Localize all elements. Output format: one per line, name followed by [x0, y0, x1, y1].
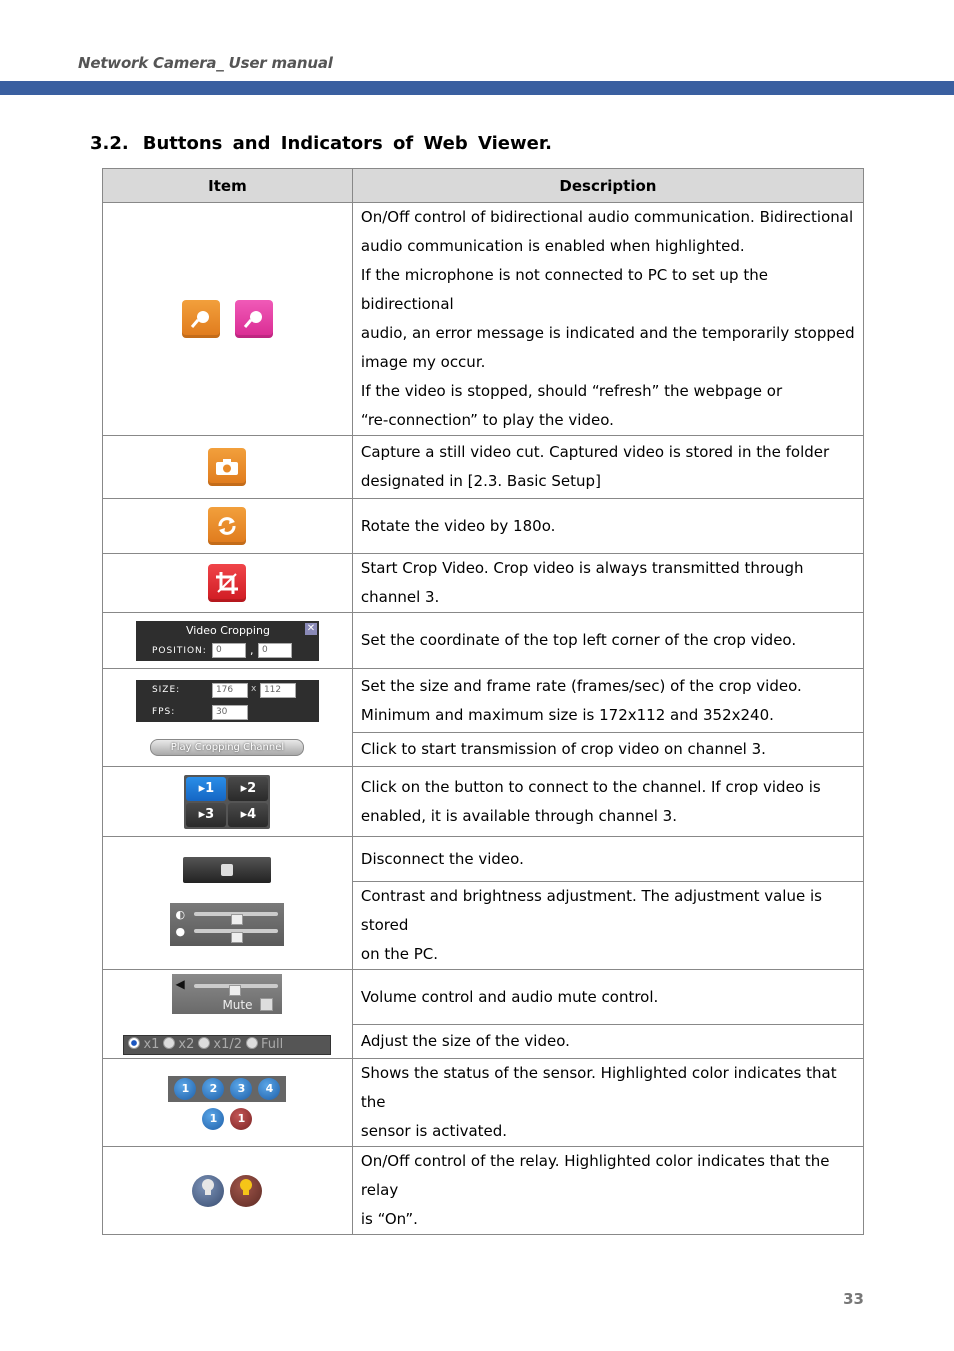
description-cell [352, 970, 863, 1025]
description-line: If the video is stopped, should “refresh” the webpage or [360, 382, 783, 400]
description-line: Minimum and maximum size is 172x112 and 352x240. [360, 705, 774, 724]
section-title [90, 133, 552, 154]
item-cell [103, 1147, 353, 1235]
contrast-brightness-panel [170, 903, 284, 946]
option-label: x2 [178, 1036, 195, 1052]
contrast-slider-knob[interactable] [231, 914, 243, 925]
item-cell [103, 613, 353, 669]
stop-button[interactable] [183, 857, 271, 883]
description-cell [352, 1059, 863, 1147]
item-cell [103, 970, 353, 1059]
description-line: on the PC. [360, 945, 439, 963]
item-cell [103, 837, 353, 970]
sensor-inactive-indicator: 1 [202, 1108, 224, 1130]
description-line: enabled, it is available through channel 3. [360, 806, 677, 825]
channel-button-1[interactable]: ▸1 [186, 777, 226, 801]
crop-height-input[interactable]: 112 [260, 683, 296, 698]
description-line: “re-connection” to play the video. [360, 411, 614, 429]
table-row [103, 767, 864, 837]
description-line: Start Crop Video. Crop video is always transmitted through channel 3. [360, 559, 804, 606]
description-line: audio, an error message is indicated and the temporarily stopped [360, 324, 855, 342]
brightness-slider-knob[interactable] [231, 932, 243, 943]
position-label: POSITION: [151, 645, 207, 656]
description-cell [352, 733, 863, 767]
volume-slider-knob[interactable] [229, 985, 241, 996]
mute-checkbox[interactable] [260, 998, 273, 1011]
description-line: Volume control and audio mute control. [360, 987, 659, 1006]
description-cell [352, 203, 863, 436]
description-line: On/Off control of the relay. Highlighted color indicates that the relay [360, 1152, 830, 1199]
fps-input[interactable]: 30 [212, 705, 248, 720]
column-header-description: Description [352, 169, 863, 203]
table-row [103, 1059, 864, 1147]
description-cell [352, 767, 863, 837]
bulb-off-icon[interactable] [192, 1175, 224, 1207]
video-cropping-panel [136, 621, 319, 661]
bulb-on-icon[interactable] [230, 1175, 262, 1207]
sensor-active-indicator: 1 [230, 1108, 252, 1130]
item-cell [103, 1059, 353, 1147]
item-cell [103, 203, 353, 436]
table-row [103, 436, 864, 499]
rotate-icon[interactable] [208, 507, 246, 545]
description-line: Shows the status of the sensor. Highlighted color indicates that the [360, 1064, 837, 1111]
description-cell [352, 669, 863, 733]
size-label: SIZE: [151, 684, 181, 695]
channel-button-2[interactable]: ▸2 [228, 777, 268, 801]
description-line: Disconnect the video. [360, 849, 524, 868]
item-cell [103, 669, 353, 767]
header-bar [0, 81, 954, 95]
page-number: 33 [843, 1290, 864, 1308]
position-y-input[interactable]: 0 [258, 643, 292, 658]
buttons-indicators-table [102, 168, 864, 1235]
video-cropping-title: Video Cropping [185, 623, 270, 637]
channel-buttons [184, 775, 270, 829]
section-number: 3.2. [90, 133, 129, 154]
crop-width-input[interactable]: 176 [212, 683, 248, 698]
description-line: Click to start transmission of crop video on channel 3. [360, 740, 766, 758]
table-row [103, 970, 864, 1025]
play-cropping-channel-button[interactable]: Play Cropping Channel [150, 739, 304, 756]
section-heading: Buttons and Indicators of Web Viewer. [142, 133, 552, 154]
description-line: Set the size and frame rate (frames/sec) of the crop video. [360, 676, 802, 695]
description-line: designated in [2.3. Basic Setup] [360, 472, 601, 490]
table-row [103, 669, 864, 733]
description-line: sensor is activated. [360, 1122, 508, 1140]
description-cell [352, 1147, 863, 1235]
contrast-icon: ◐ [175, 907, 186, 921]
description-cell [352, 882, 863, 970]
table-row [103, 837, 864, 882]
position-x-input[interactable]: 0 [212, 643, 246, 658]
description-cell [352, 499, 863, 554]
description-line: Contrast and brightness adjustment. The adjustment value is stored [360, 887, 822, 934]
option-label: Full [261, 1036, 284, 1052]
description-line: Click on the button to connect to the channel. If crop video is [360, 777, 821, 796]
video-size-options [123, 1035, 331, 1055]
item-cell [103, 554, 353, 613]
sensor-indicator-1: 1 [174, 1078, 196, 1100]
table-row [103, 1147, 864, 1235]
description-line: On/Off control of bidirectional audio communication. Bidirectional [360, 208, 854, 226]
radio-full[interactable] [246, 1037, 258, 1049]
description-line: image my occur. [360, 353, 486, 371]
description-line: If the microphone is not connected to PC to set up the bidirectional [360, 266, 768, 313]
table-row [103, 613, 864, 669]
mic-pink-icon[interactable] [235, 300, 273, 338]
description-line: is “On”. [360, 1210, 418, 1228]
item-cell [103, 436, 353, 499]
option-label: x1/2 [213, 1036, 242, 1052]
channel-button-3[interactable]: ▸3 [186, 803, 226, 827]
item-cell [103, 767, 353, 837]
table-header-row [103, 169, 864, 203]
description-line: Set the coordinate of the top left corner of the crop video. [360, 631, 797, 649]
item-cell [103, 499, 353, 554]
option-label: x1 [143, 1036, 160, 1052]
sensor-indicator-3: 3 [230, 1078, 252, 1100]
description-cell [352, 837, 863, 882]
description-line: Capture a still video cut. Captured video is stored in the folder [360, 443, 830, 461]
table-row [103, 203, 864, 436]
table-row [103, 554, 864, 613]
speaker-icon: ◀ [175, 976, 185, 991]
description-cell [352, 1025, 863, 1059]
close-icon[interactable]: ✕ [306, 622, 316, 634]
camera-icon[interactable] [208, 448, 246, 486]
mute-label: Mute [222, 997, 253, 1012]
radio-x1[interactable] [128, 1037, 140, 1049]
radio-x2[interactable] [163, 1037, 175, 1049]
position-separator: , [249, 643, 254, 657]
table-row [103, 499, 864, 554]
description-cell [352, 436, 863, 499]
description-cell [352, 613, 863, 669]
description-line: Adjust the size of the video. [360, 1032, 570, 1050]
fps-label: FPS: [151, 706, 176, 717]
channel-button-4[interactable]: ▸4 [228, 803, 268, 827]
description-line: audio communication is enabled when highlighted. [360, 237, 745, 255]
mic-orange-icon[interactable] [182, 300, 220, 338]
sensor-indicator-4: 4 [258, 1078, 280, 1100]
crop-size-panel [136, 680, 319, 722]
description-line: Rotate the video by 180o. [360, 516, 556, 535]
brightness-icon: ● [175, 924, 186, 938]
volume-panel [172, 974, 282, 1014]
sensor-indicator-2: 2 [202, 1078, 224, 1100]
description-cell [352, 554, 863, 613]
crop-icon[interactable] [208, 564, 246, 602]
size-times: x [250, 683, 257, 694]
sensor-indicators [168, 1076, 286, 1102]
column-header-item: Item [103, 169, 353, 203]
radio-half[interactable] [198, 1037, 210, 1049]
running-header: Network Camera_ User manual [78, 54, 333, 72]
